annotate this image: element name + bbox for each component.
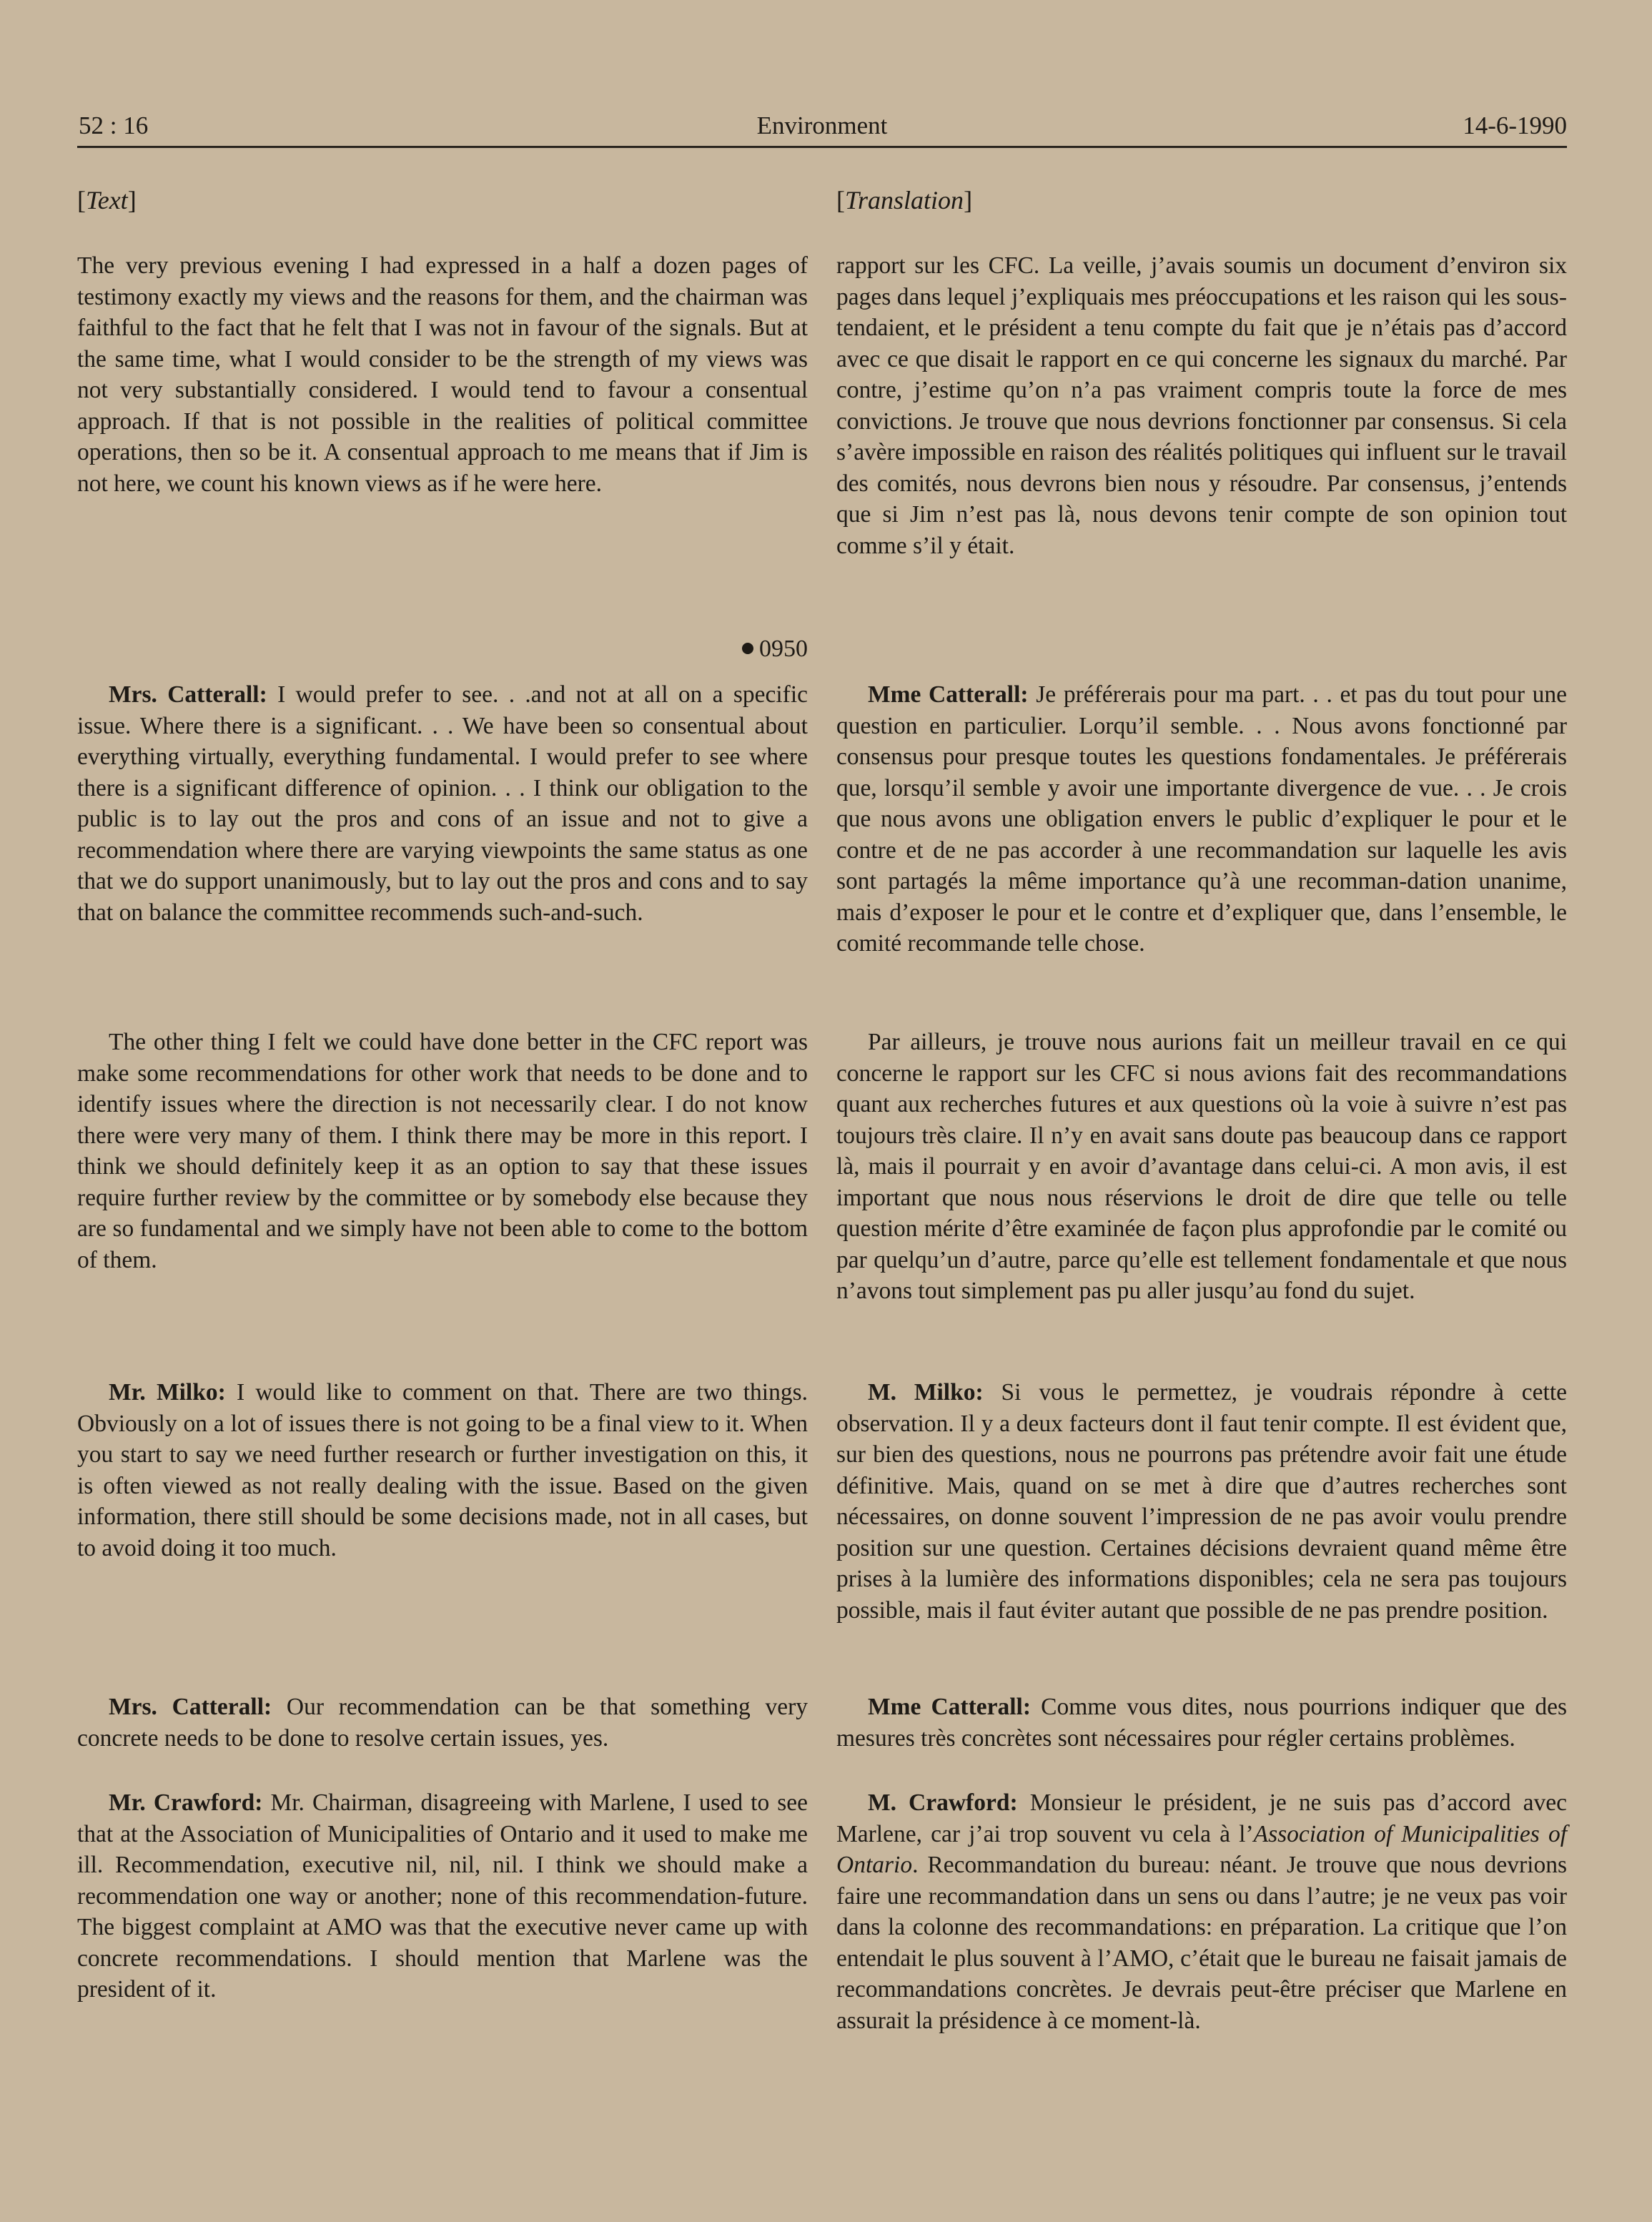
- speaker-name: Mrs. Catterall:: [109, 681, 267, 708]
- french-column: [836, 184, 1568, 2034]
- speaker-name: Mrs. Catterall:: [109, 1694, 272, 1720]
- english-paragraph-1: The very previous evening I had expressed in a half a dozen pages of testimony exactly my views and the reasons for them, and the chairman was faithful to the fact that he felt that I was not in favour of the signals. But at the same time, what I would consider to be the strength of my views was not very substantially considered. I would tend to favour a consentual approach. If that is not possible in the realities of political committee operations, then so be it. A consentual approach to me means that if Jim is not here, we count his known views as if he were here.: [77, 252, 808, 497]
- french-paragraph-3: Par ailleurs, je trouve nous aurions fait un meilleur travail en ce qui concerne le rapport sur les CFC si nous avions fait des recommandations quant aux recherches futures et aux questions où la voie à suivre n’est pas toujours très claire. Il n’y en avait sans doute pas beaucoup dans ce rapport là, mais il pourrait y en avoir d’avantage dans celui-ci. A mon avis, il est important que nous nous réservions le droit de dire que telle ou telle question mérite d’être examinée de façon plus approfondie par le comité ou par quelqu’un d’autre, parce qu’elle est tellement fondamentale et que nous n’avons tout simplement pas pu aller jusqu’au fond du sujet.: [836, 1029, 1567, 1304]
- page-number: 52 : 16: [79, 112, 149, 139]
- speaker-name: Mme Catterall:: [868, 681, 1029, 708]
- page-header: [77, 106, 1567, 148]
- speaker-name: Mr. Milko:: [109, 1379, 226, 1406]
- french-paragraph-6: M. Crawford: Monsieur le président, je ne suis pas d’accord avec Marlene, car j’ai trop souvent vu cela à l’Association of Municipalities of Ontario. Recommandation du bureau: néant. Je trouve que nous devrions faire une recommandation dans un sens ou dans l’autre; je ne veux pas voir dans la colonne des recommandations: en préparation. La critique que l’on entendait le plus souvent à l’AMO, c’était que le bureau ne faisait jamais de recommandations concrètes. Je devrais peut-être préciser que Marlene en assurait la présidence à ce moment-là.: [836, 1789, 1568, 2034]
- english-paragraph-3: The other thing I felt we could have done better in the CFC report was make some recommendations for other work that needs to be done and to identify issues where the direction is not necessarily clear. I do not know there were very many of them. I think there may be more in this report. I think we should definitely keep it as an option to say that these issues require further review by the committee or by somebody else because they are so fundamental and we simply have not been able to come to the bottom of them.: [77, 1029, 808, 1273]
- french-paragraph-1: rapport sur les CFC. La veille, j’avais soumis un document d’environ six pages dans lequel j’expliquais mes préoccupations et les raison qui les sous-tendaient, et le président a tenu compte du fait que je n’étais pas d’accord avec ce que disait le rapport en ce qui concerne les signaux du marché. Par contre, j’estime qu’on n’a pas vraiment compris toute la force de mes convictions. Je trouve que nous devrions fonctionner par consensus. Si cela s’avère impossible en raison des réalités politiques qui influent sur le travail des comités, nous devrons bien nous y résoudre. Par consensus, j’entends que si Jim n’est pas là, nous devons tenir compte de son opinion tout comme s’il y était.: [836, 252, 1567, 559]
- english-paragraph-5: Mrs. Catterall: Our recommendation can be that something very concrete needs to be done to resolve certain issues, yes.: [77, 1694, 808, 1752]
- speaker-name: M. Crawford:: [868, 1789, 1018, 1816]
- speaker-name: Mr. Crawford:: [109, 1789, 263, 1816]
- french-paragraph-4: M. Milko: Si vous le permettez, je voudrais répondre à cette observation. Il y a deux facteurs dont il faut tenir compte. Il est évident que, sur bien des questions, nous ne pourrons pas prétendre avoir fait une étude définitive. Mais, quand on se met à dire que d’autres recherches sont nécessaires, on donne souvent l’impression de ne pas avoir voulu prendre position sur une question. Certaines décisions devraient quand même être prises à la lumière des informations disponibles; cela ne sera pas toujours possible, mais il faut éviter autant que possible de ne pas prendre position.: [836, 1379, 1568, 1624]
- page-title: Environment: [756, 112, 888, 139]
- english-paragraph-6: Mr. Crawford: Mr. Chairman, disagreeing with Marlene, I used to see that at the Association of Municipalities of Ontario and it used to make me ill. Recommendation, executive nil, nil, nil. I think we should make a recommendation one way or another; none of this recommendation-future. The biggest complaint at AMO was that the executive never came up with concrete recommendations. I should mention that Marlene was the president of it.: [77, 1789, 808, 2003]
- french-paragraph-2: Mme Catterall: Je préférerais pour ma part. . . et pas du tout pour une question en particulier. Lorqu’il semble. . . Nous avons fonctionné par consensus pour presque toutes les questions fondamentales. Je préférerais que, lorsqu’il semble y avoir une importante divergence de vue. . . Je crois que nous avons une obligation envers le public d’expliquer le pour et le contre et de ne pas accorder à une recommandation sur laquelle les avis sont partagés la même importance qu’à une recomman-dation unanime, mais d’exposer le pour et le contre et d’expliquer que, dans l’ensemble, le comité recommande telle chose.: [836, 681, 1568, 957]
- time-marker: 0950: [742, 633, 808, 665]
- english-paragraph-2: Mrs. Catterall: I would prefer to see. . .and not at all on a specific issue. Where there is a significant. . . We have been so consentual about everything virtually, everything fundamental. I would prefer to see where there is a significant difference of opinion. . . I think our obligation to the public is to lay out the pros and cons of an issue and not to give a recommendation where there are varying viewpoints the same status as one that we do support unanimously, but to lay out the pros and cons and to say that on balance the committee recommends such-and-such.: [77, 681, 808, 926]
- french-paragraph-5: Mme Catterall: Comme vous dites, nous pourrions indiquer que des mesures très concrètes sont nécessaires pour régler certains problèmes.: [836, 1694, 1568, 1752]
- bullet-icon: [742, 643, 753, 654]
- english-label: [Text]: [77, 186, 137, 214]
- organization-name: Association of Municipalities of Ontario: [836, 1820, 1568, 1878]
- speaker-name: M. Milko:: [868, 1379, 984, 1406]
- page-date: 14-6-1990: [1463, 112, 1567, 139]
- english-paragraph-4: Mr. Milko: I would like to comment on that. There are two things. Obviously on a lot of issues there is not going to be a final view to it. When you start to say we need further research or further investigation on this, it is often viewed as not really dealing with the issue. Based on the given information, there still should be some decisions made, not in all cases, but to avoid doing it too much.: [77, 1379, 808, 1561]
- french-label: [Translation]: [836, 186, 973, 214]
- english-column: [77, 184, 808, 2003]
- speaker-name: Mme Catterall:: [868, 1694, 1031, 1720]
